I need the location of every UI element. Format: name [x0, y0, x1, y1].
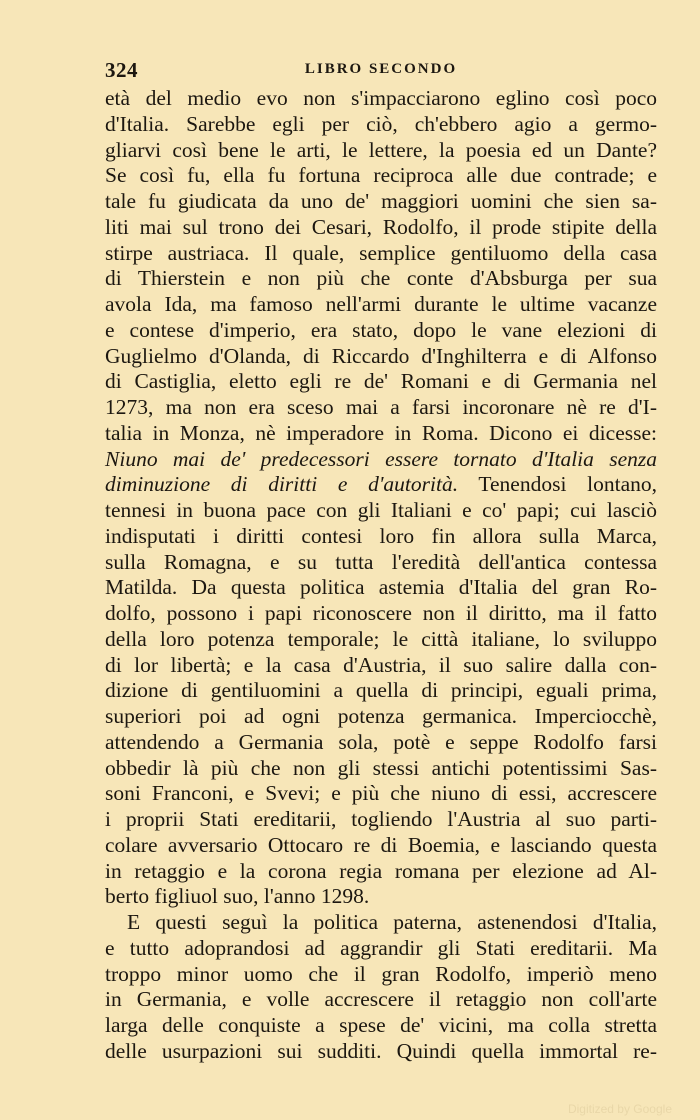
body-text	[105, 86, 657, 1065]
text-line: tennesi in buona pace con gli Italiani e co' papi; cui lasciò	[105, 498, 657, 522]
text-line: larga delle conquiste a spese de' vicini, ma colla stretta	[105, 1013, 657, 1037]
text-line: troppo minor uomo che il gran Rodolfo, imperiò meno	[105, 961, 657, 986]
text-line: stirpe austriaca. Il quale, semplice gentiluomo della casa	[105, 240, 657, 265]
text-line: dolfo, possono i papi riconoscere non il diritto, ma il fatto	[105, 601, 657, 625]
text-line: d'Italia. Sarebbe egli per ciò, ch'ebbero agio a germo-	[105, 111, 657, 136]
text-line: attendendo a Germania sola, potè e seppe Rodolfo farsi	[105, 729, 657, 754]
text-line: e tutto adoprandosi ad aggrandir gli Stati ereditarii. Ma	[105, 935, 657, 960]
text-line: di Castiglia, eletto egli re de' Romani e di Germania nel	[105, 369, 657, 394]
digitization-watermark: Digitized by Google	[567, 1102, 672, 1116]
text-line: della loro potenza temporale; le città italiane, lo sviluppo	[105, 626, 657, 651]
text-line: liti mai sul trono dei Cesari, Rodolfo, il prode stipite della	[105, 214, 657, 239]
text-line: in retaggio e la corona regia romana per elezione ad Al-	[105, 858, 657, 883]
page-number: 324	[105, 58, 138, 82]
text-line: superiori poi ad ogni potenza germanica. Imperciocchè,	[105, 704, 657, 728]
text-line-italic: Niuno mai de' predecessori essere tornato d'Italia senza	[105, 446, 657, 471]
text-line: dizione di gentiluomini a quella di principi, eguali prima,	[105, 678, 657, 703]
paragraph-end-line: berto figliuol suo, l'anno 1298.	[105, 884, 370, 909]
text-line: 1273, ma non era sceso mai a farsi incoronare nè re d'I-	[105, 395, 657, 419]
text-line: di Thierstein e non più che conte d'Absburga per sua	[105, 266, 657, 291]
text-line-roman-tail: Tenendosi lontano,	[458, 472, 657, 497]
text-line: colare avversario Ottocaro re di Boemia, e lasciando questa	[105, 832, 657, 857]
text-line: Matilda. Da questa politica astemia d'Italia del gran Ro-	[105, 575, 657, 600]
text-line: di lor libertà; e la casa d'Austria, il suo salire dalla con-	[105, 652, 657, 677]
text-line: tale fu giudicata da uno de' maggiori uomini che sien sa-	[105, 189, 657, 213]
text-line: in Germania, e volle accrescere il retaggio non coll'arte	[105, 987, 657, 1012]
text-line: soni Franconi, e Svevi; e più che niuno di essi, accrescere	[105, 781, 657, 806]
text-line: indisputati i diritti contesi loro fin allora sulla Marca,	[105, 523, 657, 548]
text-line: avola Ida, ma famoso nell'armi durante le ultime vacanze	[105, 292, 657, 316]
page-header	[105, 58, 657, 84]
text-line: Se così fu, ella fu fortuna reciproca alle due contrade; e	[105, 163, 657, 188]
paragraph-start-line: E questi seguì la politica paterna, astenendosi d'Italia,	[127, 910, 657, 934]
text-line: delle usurpazioni sui sudditi. Quindi quella immortal re-	[105, 1038, 657, 1063]
text-line: i proprii Stati ereditarii, togliendo l'Austria al suo parti-	[105, 807, 657, 831]
text-line: età del medio evo non s'impacciarono eglino così poco	[105, 86, 657, 110]
running-title: LIBRO SECONDO	[304, 61, 458, 77]
text-line: gliarvi così bene le arti, le lettere, la poesia ed un Dante?	[105, 137, 657, 162]
italic-quote: diminuzione di diritti e d'autorità.	[105, 472, 459, 497]
text-line: talia in Monza, nè imperadore in Roma. Dicono ei dicesse:	[105, 420, 657, 445]
text-line: obbedir là più che non gli stessi antichi potentissimi Sas-	[105, 755, 657, 780]
text-line: sulla Romagna, e su tutta l'eredità dell'antica contessa	[105, 549, 657, 574]
text-line: Guglielmo d'Olanda, di Riccardo d'Inghilterra e di Alfonso	[105, 343, 657, 368]
text-line: e contese d'imperio, era stato, dopo le vane elezioni di	[105, 317, 657, 342]
text-line-mixed	[105, 472, 657, 498]
